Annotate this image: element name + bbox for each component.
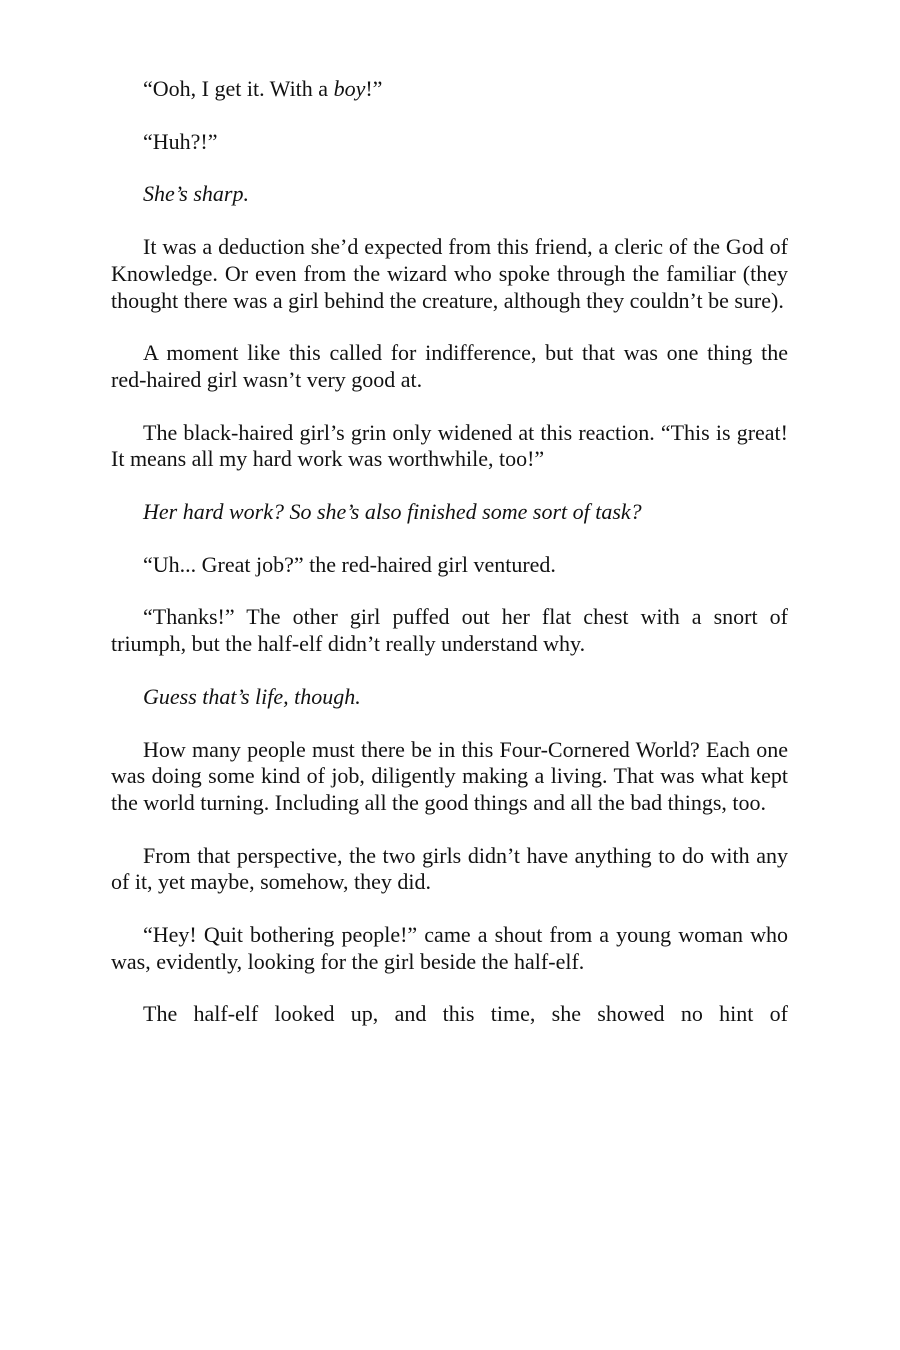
paragraph xyxy=(111,340,788,393)
text-run: A moment like this called for indifference, but that was one thing the red-haired girl wasn’t very good at. xyxy=(111,340,788,392)
paragraph xyxy=(111,129,788,156)
paragraph xyxy=(111,234,788,314)
italic-text-run: She’s sharp. xyxy=(143,181,249,207)
text-block xyxy=(111,76,788,1028)
italic-text-run: boy xyxy=(333,76,366,101)
text-run: “Uh... Great job?” the red-haired girl ventured. xyxy=(143,551,556,577)
text-run: “Hey! Quit bothering people!” came a shout from a young woman who was, evidently, looking for the girl beside the half-elf. xyxy=(111,922,788,974)
italic-text-run: Guess that’s life, though. xyxy=(143,683,361,709)
text-run: From that perspective, the two girls didn’t have anything to do with any of it, yet maybe, somehow, they did. xyxy=(111,842,788,895)
text-run: The black-haired girl’s grin only widened at this reaction. “This is great! It means all my hard work was worthwhile, too!” xyxy=(111,419,788,472)
paragraph xyxy=(111,604,788,657)
italic-text-run: Her hard work? So she’s also finished some sort of task? xyxy=(143,499,642,525)
text-run: !” xyxy=(365,76,383,101)
text-run: “Ooh, I get it. With a xyxy=(143,76,334,101)
text-run: How many people must there be in this Four-Cornered World? Each one was doing some kind of job, diligently making a living. That was what kept the world turning. Including all the good things and all the bad things, too. xyxy=(111,736,788,815)
paragraph xyxy=(111,1001,788,1028)
paragraph xyxy=(111,922,788,975)
text-run: “Huh?!” xyxy=(143,128,218,154)
paragraph xyxy=(111,499,788,526)
paragraph xyxy=(111,76,788,103)
paragraph xyxy=(111,420,788,473)
paragraph xyxy=(111,181,788,208)
paragraph xyxy=(111,843,788,896)
text-run: The half-elf looked up, and this time, she showed no hint of xyxy=(143,1001,788,1027)
text-run: “Thanks!” The other girl puffed out her flat chest with a snort of triumph, but the half-elf didn’t really understand why. xyxy=(111,604,788,657)
paragraph xyxy=(111,552,788,579)
paragraph xyxy=(111,737,788,817)
text-run: It was a deduction she’d expected from this friend, a cleric of the God of Knowledge. Or even from the wizard who spoke through the familiar (they thought there was a girl behind the creature, although they couldn’t be sure). xyxy=(111,234,788,313)
paragraph xyxy=(111,684,788,711)
